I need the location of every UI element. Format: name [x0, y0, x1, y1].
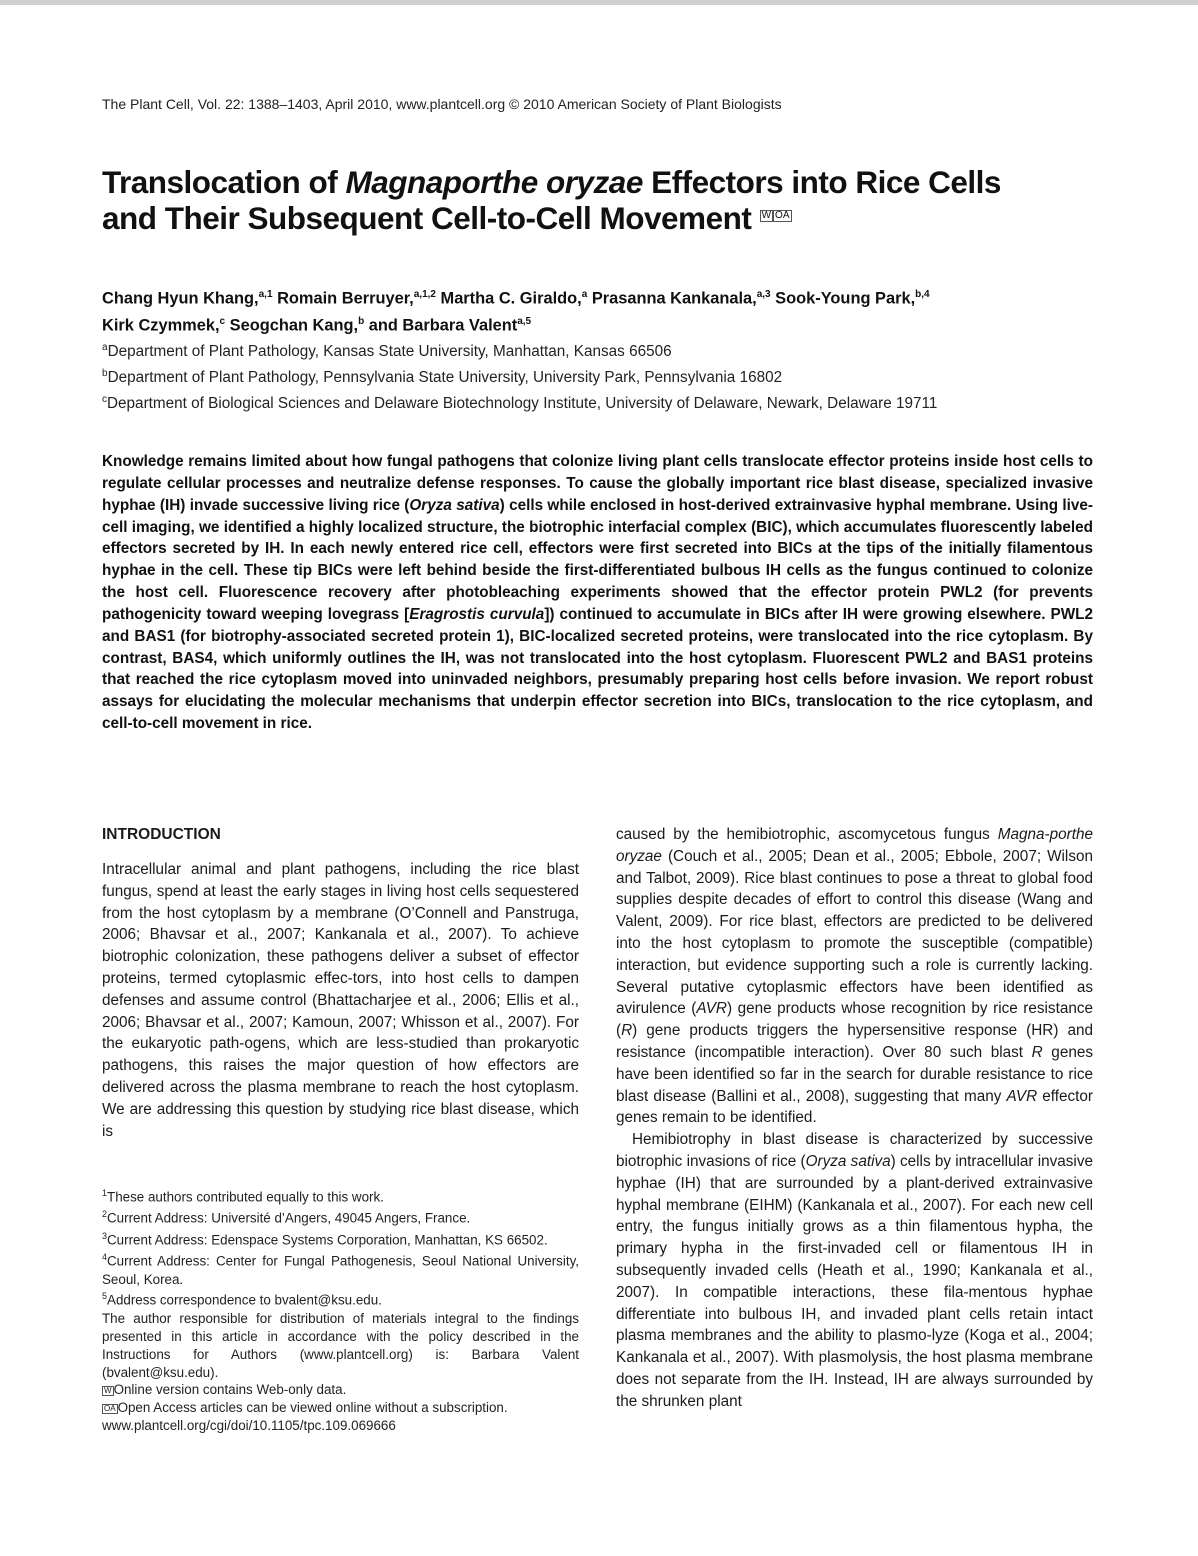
affiliation-text: Department of Plant Pathology, Kansas State University, Manhattan, Kansas 66506 — [107, 343, 672, 361]
affiliation-b — [102, 363, 1102, 389]
abstract-species: Eragrostis curvula — [409, 605, 545, 623]
author-name: Martha C. Giraldo, — [435, 289, 582, 308]
gene-name: AVR — [696, 1000, 727, 1018]
affiliation-sup: c — [102, 393, 107, 405]
footnote-sup: 1 — [102, 1188, 108, 1198]
open-access-badge[interactable]: OA — [775, 210, 790, 221]
gene-name: AVR — [1006, 1087, 1038, 1105]
article-title — [102, 164, 1102, 236]
author-affiliation-sup: a,3 — [756, 289, 771, 300]
left-column — [102, 824, 579, 1142]
footnote-text: Current Address: Edenspace Systems Corporation, Manhattan, KS 66502. — [107, 1232, 548, 1248]
title-part2: Effectors into Rice Cells — [642, 164, 1001, 200]
author-name: Seogchan Kang, — [225, 316, 359, 335]
gene-name: R — [1031, 1043, 1043, 1061]
affiliation-text: Department of Plant Pathology, Pennsylvania State University, University Park, Pennsylvania 16802 — [107, 368, 783, 386]
footnote-sup: 3 — [102, 1230, 108, 1241]
footnote — [102, 1228, 579, 1249]
affiliations — [102, 337, 1102, 414]
author-affiliation-sup: a,1,2 — [413, 289, 436, 300]
text-run: ) gene products triggers the hypersensitive response (HR) and resistance (incompatible interaction). Over 80 such blast — [616, 1022, 1093, 1061]
text-run: genes have been identified so far in the search for durable resistance to rice blast disease (Ballini et al., 2008), suggesting that many — [616, 1043, 1093, 1105]
title-line2: and Their Subsequent Cell-to-Cell Movement — [102, 200, 752, 236]
author-name: Kirk Czymmek, — [102, 316, 220, 335]
intro-paragraph — [616, 824, 1093, 1129]
intro-paragraph: Intracellular animal and plant pathogens, including the rice blast fungus, spend at least the early stages in living host cells sequestered from the host cytoplasm by a membrane (O’Connell and Panstruga, 2006; Bhavsar et al., 2007; Kankanala et al., 2007). To achieve biotrophic colonization, these pathogens deliver a subset of effector proteins, termed cytoplasmic effec-tors, into host cells to dampen defenses and assume control (Bhattacharjee et al., 2006; Ellis et al., 2006; Bhavsar et al., 2007; Kamoun, 2007; Whisson et al., 2007). For the eukaryotic path-ogens, which are less-studied than prokaryotic pathogens, this raises the major question of how effectors are delivered across the plasma membrane to reach the host cytoplasm. We are addressing this question by studying rice blast disease, which is — [102, 861, 579, 1140]
author-name: Prasanna Kankanala, — [587, 289, 757, 308]
author-responsible-note: The author responsible for distribution of materials integral to the findings presented in this article in accordance with the policy described in the Instructions for Authors (www.plantcell.org) is: Barbara Valent (bvalent@ksu.edu). — [102, 1310, 579, 1380]
web-only-note — [102, 1381, 579, 1399]
doi-link[interactable]: www.plantcell.org/cgi/doi/10.1105/tpc.109.069666 — [102, 1418, 396, 1434]
footnote-sup: 2 — [102, 1209, 108, 1220]
footnote — [102, 1206, 579, 1227]
species-name: Magna-porthe oryzae — [616, 826, 1093, 865]
author-affiliation-sup: a — [581, 289, 588, 300]
author-affiliation-sup: a,1 — [258, 289, 273, 300]
abstract-text: ) cells while enclosed in host-derived extrainvasive hyphal membrane. Using live-cell imaging, we identified a highly localized structure, the biotrophic interfacial complex (BIC), which accumulates fluorescently labeled effectors secreted by IH. In each newly entered rice cell, effectors were first secreted into BICs at the tips of the initially filamentous hyphae in the cell. These tip BICs were left behind beside the first-differentiated bulbous IH cells as the fungus continued to colonize the host cell. Fluorescence recovery after photobleaching experiments showed that the effector protein PWL2 (for prevents pathogenicity toward weeping lovegrass [ — [102, 496, 1093, 623]
open-access-icon: OA — [104, 1403, 116, 1413]
gene-name: R — [621, 1022, 633, 1040]
page-top-border — [0, 0, 1198, 5]
open-access-note — [102, 1399, 579, 1417]
affiliation-text: Department of Biological Sciences and Delaware Biotechnology Institute, University of Delaware, Newark, Delaware 19711 — [107, 394, 938, 412]
affiliation-c — [102, 389, 1102, 415]
footnote-text: Online version contains Web-only data. — [113, 1382, 347, 1398]
footnote-sup: 5 — [102, 1291, 108, 1302]
species-name: Oryza sativa — [805, 1152, 891, 1170]
web-only-badge[interactable]: W — [761, 210, 772, 221]
abstract-text: ]) continued to accumulate in BICs after IH were growing elsewhere. PWL2 and BAS1 (for biotrophy-associated secreted protein 1), BIC-localized secreted proteins, were translocated into the rice cytoplasm. By contrast, BAS4, which uniformly outlines the IH, was not translocated into the host cytoplasm. Fluorescent PWL2 and BAS1 proteins that reached the rice cytoplasm moved into uninvaded neighbors, presumably preparing host cells before invasion. We report robust assays for elucidating the molecular mechanisms that underpin effector secretion into BICs, translocation to the rice cytoplasm, and cell-to-cell movement in rice. — [102, 605, 1094, 733]
affiliation-sup: a — [102, 342, 108, 353]
footnote-text: Address correspondence to bvalent@ksu.edu. — [107, 1292, 382, 1308]
title-species: Magnaporthe oryzae — [345, 164, 643, 200]
abstract — [102, 451, 1093, 735]
text-run: effector genes remain to be identified. — [616, 1087, 1093, 1127]
footnote — [102, 1288, 579, 1309]
text-run: Hemibiotrophy in blast disease is characterized by successive biotrophic invasions of rice ( — [616, 1131, 1093, 1170]
author-affiliation-sup: a,5 — [517, 316, 532, 328]
text-run: ) gene products whose recognition by rice resistance ( — [616, 1000, 1093, 1040]
author-name: and Barbara Valent — [364, 316, 518, 335]
footnote-sup: 4 — [102, 1252, 108, 1263]
affiliation-a — [102, 337, 1102, 363]
footnotes — [102, 1185, 579, 1435]
journal-header: The Plant Cell, Vol. 22: 1388–1403, April 2010, www.plantcell.org © 2010 American Society of Plant Biologists — [102, 96, 782, 112]
author-affiliation-sup: b,4 — [915, 289, 930, 300]
web-only-icon: W — [104, 1385, 112, 1395]
author-affiliation-sup: c — [219, 316, 226, 328]
author-name: Chang Hyun Khang, — [102, 289, 259, 308]
right-column — [616, 824, 1093, 1413]
author-name: Romain Berruyer, — [272, 289, 414, 308]
affiliation-sup: b — [102, 367, 108, 379]
text-run: (Couch et al., 2005; Dean et al., 2005; Ebbole, 2007; Wilson and Talbot, 2009). Rice blast continues to pose a threat to global food supplies despite decades of effort to control this disease (Wang and Valent, 2009). For rice blast, effectors are predicted to be delivered into the host cytoplasm to promote the susceptible (compatible) interaction, but evidence supporting such a role is currently lacking. Several putative cytoplasmic effectors have been identified as avirulence ( — [616, 847, 1093, 1018]
text-run: ) cells by intracellular invasive hyphae (IH) that are surrounded by a plant-derived extrainvasive hyphal membrane (EIHM) (Kankanala et al., 2007). For each new cell entry, the fungus initially grows as a thin filamentous hypha, the primary hypha in the first-invaded cell or filamentous IH in subsequently invaded cells (Heath et al., 1990; Kankanala et al., 2007). In compatible interactions, these fila-mentous hyphae differentiate into bulbous IH, and invaded plant cells retain intact plasma membranes and the ability to plasmo-lyze (Koga et al., 2004; Kankanala et al., 2007). With plasmolysis, the host plasma membrane does not separate from the IH. Instead, IH are always surrounded by the shrunken plant — [616, 1152, 1093, 1410]
abstract-text: Knowledge remains limited about how fungal pathogens that colonize living plant cells translocate effector proteins inside host cells to regulate cellular processes and neutralize defense responses. To cause the globally important rice blast disease, specialized invasive hyphae (IH) invade successive living rice ( — [102, 453, 1093, 514]
text-run: caused by the hemibiotrophic, ascomycetous fungus — [616, 826, 998, 843]
section-heading-introduction: INTRODUCTION — [102, 826, 221, 843]
intro-paragraph — [616, 1129, 1093, 1412]
author-affiliation-sup: b — [358, 316, 365, 328]
footnote — [102, 1185, 579, 1206]
footnote — [102, 1249, 579, 1288]
title-part1: Translocation of — [102, 164, 346, 200]
footnote-text: Current Address: Université d’Angers, 49045 Angers, France. — [107, 1210, 471, 1226]
footnote-text: Current Address: Center for Fungal Pathogenesis, Seoul National University, Seoul, Korea. — [102, 1253, 579, 1287]
footnote-text: Open Access articles can be viewed online without a subscription. — [117, 1400, 508, 1416]
footnote-text: These authors contributed equally to this work. — [107, 1189, 384, 1205]
author-name: Sook-Young Park, — [770, 289, 916, 308]
abstract-species: Oryza sativa — [409, 496, 500, 514]
author-list — [102, 283, 1102, 338]
